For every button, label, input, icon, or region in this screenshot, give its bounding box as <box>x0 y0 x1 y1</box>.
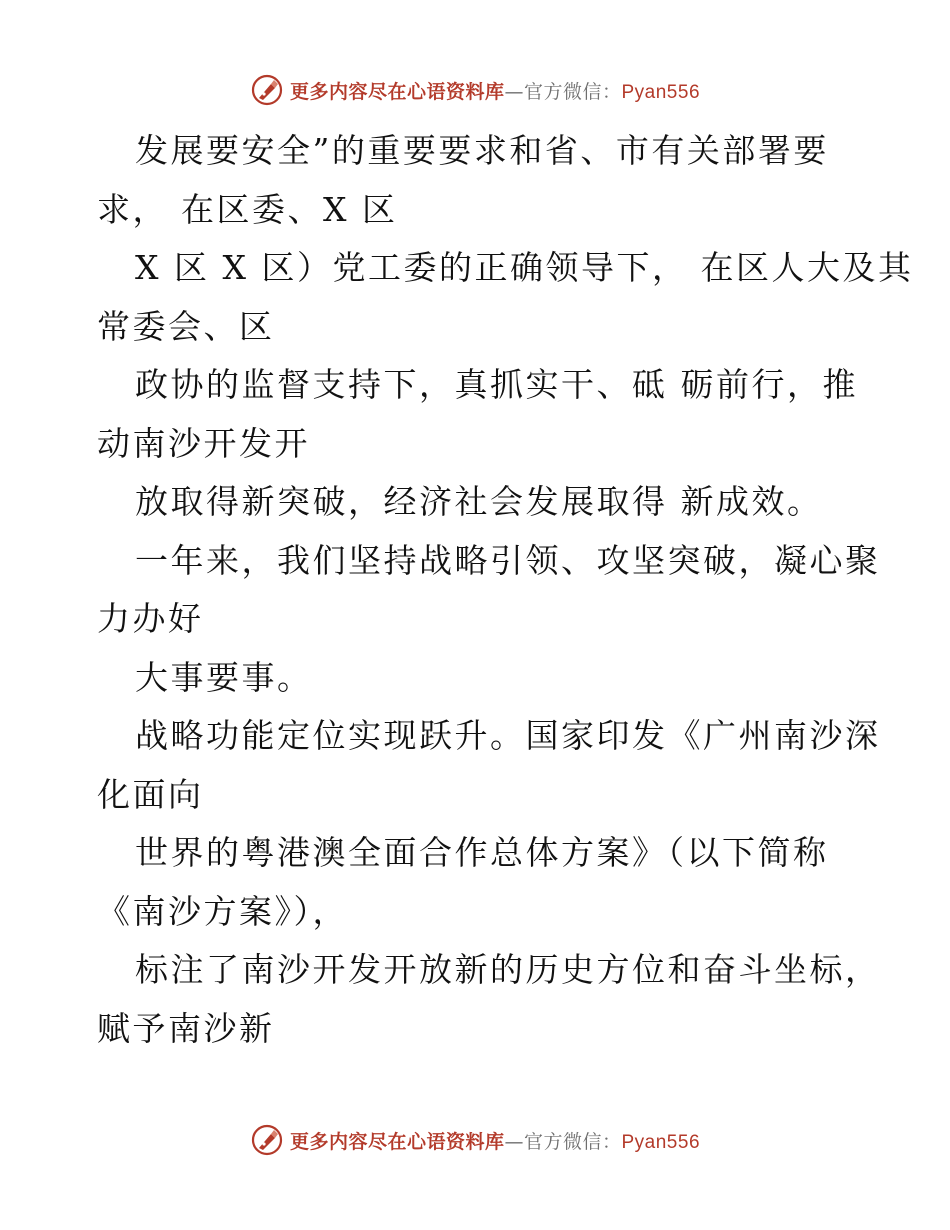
footer-separator: — <box>504 1130 524 1153</box>
body-line: 求， 在区委、X 区 <box>97 189 398 229</box>
header-banner <box>0 70 950 110</box>
body-line: 世界的粤港澳全面合作总体方案》（以下简称 <box>135 833 829 872</box>
body-line: 标注了南沙开发开放新的历史方位和奋斗坐标， <box>135 950 881 989</box>
header-wechat-id: Pyan556 <box>621 81 701 103</box>
header-separator: — <box>504 80 524 103</box>
footer-banner <box>0 1120 950 1160</box>
header-label: 官方微信： <box>523 80 622 103</box>
footer-text <box>290 1127 700 1154</box>
body-line: 放取得新突破，经济社会发展取得 新成效。 <box>135 482 823 521</box>
document-body <box>97 122 914 1058</box>
body-line: 一年来，我们坚持战略引领、攻坚突破，凝心聚 <box>135 540 881 580</box>
body-line: 《南沙方案》）， <box>97 891 348 931</box>
body-line: 常委会、区 <box>97 306 275 346</box>
body-line: 政协的监督支持下，真抓实干、砥 砺前行，推 <box>135 365 858 404</box>
body-line: X 区 X 区）党工委的正确领导下， 在区人大及其 <box>135 248 914 287</box>
body-line: 力办好 <box>97 599 204 638</box>
body-line: 大事要事。 <box>135 657 313 697</box>
body-line: 赋予南沙新 <box>97 1008 275 1048</box>
body-line: 动南沙开发开 <box>97 423 310 463</box>
body-line: 发展要安全”的重要要求和省、市有关部署要 <box>135 131 829 170</box>
footer-brand: 更多内容尽在心语资料库 <box>289 1130 505 1153</box>
footer-label: 官方微信： <box>523 1130 622 1153</box>
footer-wechat-id: Pyan556 <box>621 1131 701 1153</box>
body-line: 化面向 <box>97 774 204 814</box>
pen-nib-logo-icon <box>250 1123 284 1157</box>
pen-nib-logo-icon <box>250 73 284 107</box>
header-brand: 更多内容尽在心语资料库 <box>289 80 505 103</box>
body-line: 战略功能定位实现跃升。国家印发《广州南沙深 <box>135 716 881 755</box>
header-text <box>290 77 700 104</box>
